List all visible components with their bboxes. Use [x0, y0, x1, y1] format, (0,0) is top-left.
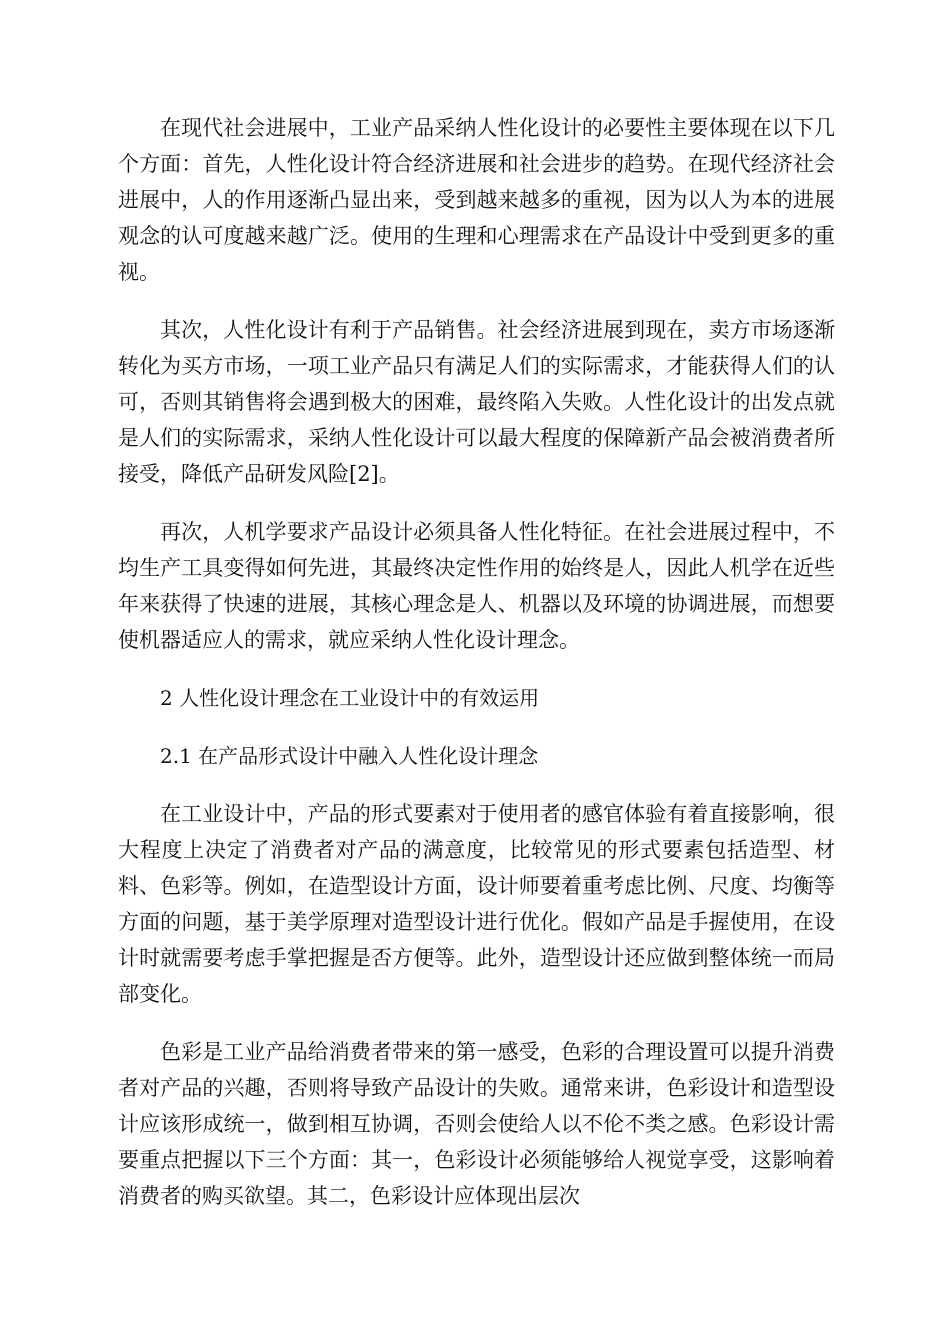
section-heading: 2 人性化设计理念在工业设计中的有效运用: [160, 686, 540, 710]
paragraph-ergonomics: 再次，人机学要求产品设计必须具备人性化特征。在社会进展过程中，不均生产工具变得如何先进，其最终决定性作用的始终是人，因此人机学在近些年来获得了快速的进展，其核心理念是人、机器以及环境的协调进展，而想要使机器适应人的需求，就应采纳人性化设计理念。: [118, 520, 835, 652]
document-page: [118, 110, 835, 1236]
paragraph-form-design: 在工业设计中，产品的形式要素对于使用者的感官体验有着直接影响，很大程度上决定了消费者对产品的满意度，比较常见的形式要素包括造型、材料、色彩等。例如，在造型设计方面，设计师要着重考虑比例、尺度、均衡等方面的问题，基于美学原理对造型设计进行优化。假如产品是手握使用，在设计时就需要考虑手掌把握是否方便等。此外，造型设计还应做到整体统一而局部变化。: [118, 802, 835, 1006]
paragraph-necessity: 在现代社会进展中，工业产品采纳人性化设计的必要性主要体现在以下几个方面：首先，人性化设计符合经济进展和社会进步的趋势。在现代经济社会进展中，人的作用逐渐凸显出来，受到越来越多的重视，因为以人为本的进展观念的认可度越来越广泛。使用的生理和心理需求在产品设计中受到更多的重视。: [118, 116, 835, 284]
subsection-heading: 2.1 在产品形式设计中融入人性化设计理念: [160, 744, 539, 768]
paragraph-sales: 其次，人性化设计有利于产品销售。社会经济进展到现在，卖方市场逐渐转化为买方市场，一项工业产品只有满足人们的实际需求，才能获得人们的认可，否则其销售将会遇到极大的困难，最终陷入失败。人性化设计的出发点就是人们的实际需求，采纳人性化设计可以最大程度的保障新产品会被消费者所接受，降低产品研发风险[2]。: [118, 318, 835, 486]
paragraph-color-design: 色彩是工业产品给消费者带来的第一感受，色彩的合理设置可以提升消费者对产品的兴趣，否则将导致产品设计的失败。通常来讲，色彩设计和造型设计应该形成统一，做到相互协调，否则会使给人以不伦不类之感。色彩设计需要重点把握以下三个方面：其一，色彩设计必须能够给人视觉享受，这影响着消费者的购买欲望。其二，色彩设计应体现出层次: [118, 1040, 835, 1208]
